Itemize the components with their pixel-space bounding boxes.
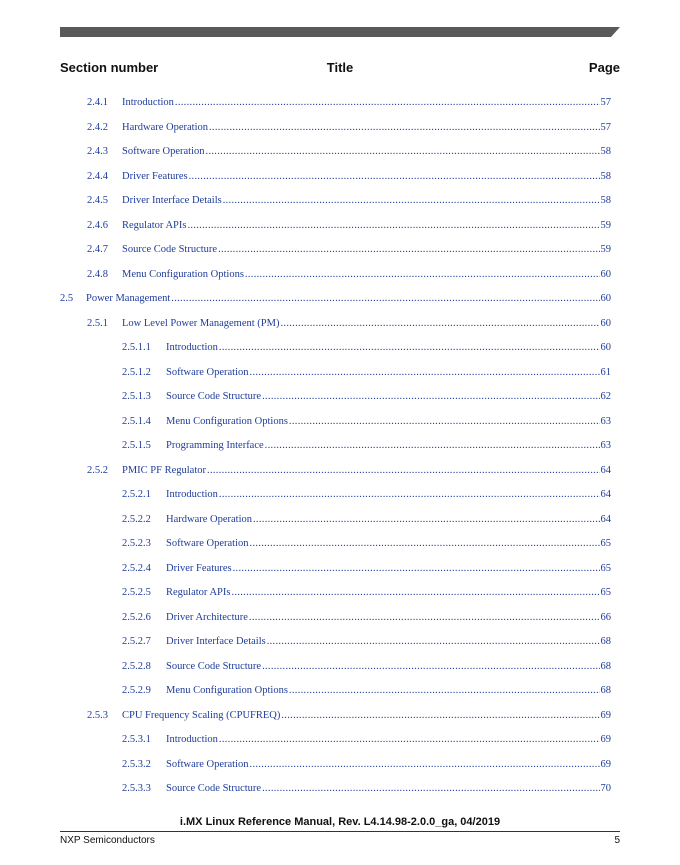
dot-leader (231, 587, 599, 598)
toc-section-number: 2.5.3.1 (122, 734, 151, 745)
toc-page-number[interactable]: 58 (600, 195, 611, 206)
dot-leader (219, 342, 600, 353)
dot-leader (209, 122, 600, 133)
dot-leader (206, 146, 600, 157)
toc-page-number[interactable]: 57 (600, 97, 611, 108)
toc-page-number[interactable]: 60 (600, 342, 611, 353)
toc-section-number: 2.4.1 (87, 97, 108, 108)
company-name: NXP Semiconductors (60, 835, 155, 846)
toc-section-number: 2.4.8 (87, 268, 108, 280)
dot-leader (289, 416, 600, 427)
toc-entry[interactable] (122, 612, 611, 626)
toc-title-link[interactable]: Source Code Structure (166, 660, 262, 672)
toc-page-number[interactable]: 63 (600, 415, 611, 427)
toc-page-number[interactable]: 68 (600, 660, 611, 672)
toc-section-number: 2.4.5 (87, 195, 108, 206)
dot-leader (245, 269, 600, 280)
dot-leader (262, 783, 599, 794)
toc-page-number[interactable]: 61 (600, 366, 611, 378)
toc-section-number: 2.5.3 (87, 709, 108, 721)
toc-page-number[interactable]: 69 (600, 734, 611, 745)
toc-section-number: 2.4.6 (87, 219, 108, 231)
toc-entry[interactable] (122, 416, 611, 430)
toc-entry[interactable] (122, 342, 611, 356)
toc-page-number[interactable]: 69 (600, 758, 611, 770)
toc-page-number[interactable]: 60 (600, 268, 611, 280)
toc-section-number: 2.5.2.9 (122, 685, 151, 696)
toc-title-link[interactable]: Source Code Structure (166, 391, 262, 402)
toc-entry[interactable] (122, 367, 611, 381)
toc-entry[interactable] (122, 489, 611, 503)
toc-section-number: 2.5.2.4 (122, 562, 151, 574)
toc-entry[interactable] (87, 318, 611, 332)
toc-entry[interactable] (122, 587, 611, 601)
toc-page-number[interactable]: 65 (600, 538, 611, 549)
toc-page-number[interactable]: 64 (600, 513, 611, 525)
toc-title-link[interactable]: Programming Interface (166, 440, 264, 451)
toc-entry[interactable] (87, 195, 611, 209)
manual-title: i.MX Linux Reference Manual, Rev. L4.14.98-2.0.0_ga, 04/2019 (179, 816, 501, 828)
dot-leader (218, 244, 599, 255)
toc-page-number[interactable]: 64 (600, 464, 611, 476)
toc-page-number[interactable]: 57 (600, 121, 611, 133)
toc-entry[interactable] (122, 440, 611, 454)
toc-page-number[interactable]: 60 (600, 317, 611, 329)
toc-section-number: 2.5.1.1 (122, 342, 151, 353)
toc-title-link[interactable]: Driver Architecture (166, 611, 248, 623)
toc-entry[interactable] (87, 465, 611, 479)
toc-page-number[interactable]: 60 (600, 293, 611, 304)
toc-title-link[interactable]: Menu Configuration Options (166, 685, 288, 696)
toc-title-link[interactable]: PMIC PF Regulator (122, 464, 207, 476)
toc-section-number: 2.5.1.3 (122, 391, 151, 402)
toc-entry[interactable] (87, 244, 611, 258)
toc-page-number[interactable]: 70 (600, 783, 611, 794)
toc-title-link[interactable]: Driver Interface Details (122, 195, 222, 206)
toc-section-number: 2.4.7 (87, 244, 108, 255)
toc-title-link[interactable]: Driver Features (122, 170, 188, 182)
page-number: 5 (614, 835, 620, 846)
toc-entry[interactable] (87, 220, 611, 234)
toc-page-number[interactable]: 58 (600, 170, 611, 182)
toc-entry[interactable] (87, 122, 611, 136)
toc-page-number[interactable]: 64 (600, 489, 611, 500)
dot-leader (262, 391, 599, 402)
dot-leader (175, 97, 600, 108)
toc-section-number: 2.5.2.6 (122, 611, 151, 623)
toc-title-link[interactable]: Source Code Structure (166, 783, 262, 794)
dot-leader (289, 685, 600, 696)
toc-title-link[interactable]: Software Operation (166, 758, 249, 770)
dot-leader (171, 293, 599, 304)
toc-entry[interactable] (122, 661, 611, 675)
toc-page-number[interactable]: 69 (600, 709, 611, 721)
dot-leader (233, 563, 600, 574)
toc-title-link[interactable]: Driver Interface Details (166, 636, 266, 647)
toc-section-number: 2.5.1.5 (122, 440, 151, 451)
toc-entry[interactable] (87, 97, 611, 111)
toc-page-number[interactable]: 62 (600, 391, 611, 402)
toc-title-link[interactable]: Software Operation (122, 146, 205, 157)
toc-section-number: 2.5.2.5 (122, 587, 151, 598)
toc-title-link[interactable]: CPU Frequency Scaling (CPUFREQ) (122, 709, 281, 721)
toc-section-number: 2.5.2.3 (122, 538, 151, 549)
toc-title-link[interactable]: Menu Configuration Options (122, 268, 244, 280)
page-heading: Page (588, 60, 620, 75)
footer-divider (60, 831, 620, 832)
dot-leader (250, 367, 600, 378)
dot-leader (265, 440, 600, 451)
toc-entry[interactable] (122, 783, 611, 797)
toc-section-number: 2.4.4 (87, 170, 108, 182)
dot-leader (219, 734, 600, 745)
dot-leader (253, 514, 600, 525)
toc-title-link[interactable]: Driver Features (166, 562, 232, 574)
toc-section-number: 2.5.3.2 (122, 758, 151, 770)
header-bar (60, 27, 620, 37)
toc-title-link[interactable]: Software Operation (166, 538, 249, 549)
toc-section-number: 2.4.3 (87, 146, 108, 157)
section-number-heading: Section number (60, 60, 159, 75)
toc-page-number[interactable]: 59 (600, 219, 611, 231)
title-heading: Title (326, 60, 354, 75)
toc-page-number[interactable]: 66 (600, 611, 611, 623)
toc-page-number[interactable]: 68 (600, 636, 611, 647)
toc-entry[interactable] (122, 759, 611, 773)
dot-leader (262, 661, 599, 672)
toc-title-link[interactable]: Source Code Structure (122, 244, 218, 255)
toc-title-link[interactable]: Power Management (86, 293, 171, 304)
toc-entry[interactable] (87, 710, 611, 724)
toc-title-link[interactable]: Software Operation (166, 366, 249, 378)
toc-page-number[interactable]: 58 (600, 146, 611, 157)
toc-title-link[interactable]: Low Level Power Management (PM) (122, 317, 280, 329)
toc-page-number[interactable]: 65 (600, 587, 611, 598)
dot-leader (189, 171, 600, 182)
toc-title-link[interactable]: Regulator APIs (122, 219, 187, 231)
dot-leader (250, 759, 600, 770)
toc-entry[interactable] (122, 734, 611, 748)
toc-section-number: 2.5.2.1 (122, 489, 151, 500)
dot-leader (187, 220, 599, 231)
toc-section-number: 2.5.2.2 (122, 513, 151, 525)
toc-title-link[interactable]: Introduction (166, 342, 218, 353)
toc-section-number: 2.5.3.3 (122, 783, 151, 794)
toc-entry[interactable] (60, 293, 611, 307)
toc-title-link[interactable]: Hardware Operation (122, 121, 208, 133)
dot-leader (280, 318, 599, 329)
toc-title-link[interactable]: Introduction (166, 734, 218, 745)
toc-page-number[interactable]: 59 (600, 244, 611, 255)
dot-leader (267, 636, 600, 647)
toc-title-link[interactable]: Regulator APIs (166, 587, 231, 598)
dot-leader (281, 710, 599, 721)
toc-section-number: 2.5.2 (87, 464, 108, 476)
toc-page-number[interactable]: 65 (600, 562, 611, 574)
toc-title-link[interactable]: Introduction (122, 97, 174, 108)
toc-entry[interactable] (122, 514, 611, 528)
toc-section-number: 2.5.1 (87, 317, 108, 329)
toc-entry[interactable] (122, 538, 611, 552)
toc-entry[interactable] (122, 563, 611, 577)
dot-leader (249, 612, 600, 623)
dot-leader (219, 489, 600, 500)
toc-entry[interactable] (87, 269, 611, 283)
toc-entry[interactable] (122, 391, 611, 405)
toc-section-number: 2.4.2 (87, 121, 108, 133)
toc-title-link[interactable]: Menu Configuration Options (166, 415, 288, 427)
toc-page-number[interactable]: 68 (600, 685, 611, 696)
toc-title-link[interactable]: Hardware Operation (166, 513, 252, 525)
toc-section-number: 2.5.2.8 (122, 660, 151, 672)
toc-page-number[interactable]: 63 (600, 440, 611, 451)
toc-section-number: 2.5 (60, 293, 74, 304)
dot-leader (207, 465, 599, 476)
dot-leader (250, 538, 600, 549)
toc-entry[interactable] (87, 146, 611, 160)
dot-leader (223, 195, 600, 206)
toc-entry[interactable] (122, 685, 611, 699)
toc-entry[interactable] (87, 171, 611, 185)
toc-entry[interactable] (122, 636, 611, 650)
toc-section-number: 2.5.1.4 (122, 415, 151, 427)
toc-section-number: 2.5.2.7 (122, 636, 151, 647)
toc-title-link[interactable]: Introduction (166, 489, 218, 500)
toc-section-number: 2.5.1.2 (122, 366, 151, 378)
